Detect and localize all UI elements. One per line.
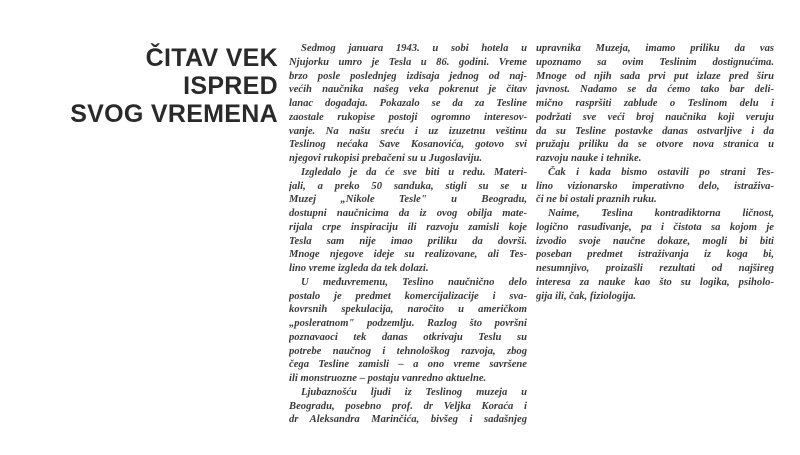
- text-line: kovrsnih spekulacija, naročito u američkom: [289, 304, 527, 316]
- text-line: poznavaoci tek danas otkrivaju Teslu su: [289, 331, 527, 343]
- text-line: upravnika Muzeja, imamo priliku da vas: [536, 43, 774, 54]
- paragraph: [536, 166, 774, 207]
- text-line: dostupni naučnicima da iz ovog obilja mate-: [289, 208, 527, 219]
- paragraph: [536, 42, 774, 166]
- text-line: vanje. Na našu sreću i uz izuzetnu veštinu: [289, 125, 527, 137]
- paragraph: [289, 42, 527, 166]
- text-line: Ljubaznošću ljudi iz Teslinog muzeja u: [301, 386, 527, 398]
- text-line: zaostale rukopise postoji ogromno interesov-: [289, 111, 527, 123]
- article-column-1: [289, 42, 527, 427]
- text-line: Njujorku umro je Tesla u 86. godini. Vreme: [289, 56, 527, 68]
- text-line: postalo je predmet komercijalizacije i sva-: [289, 290, 527, 302]
- headline-line: SVOG VREMENA: [70, 100, 278, 128]
- text-line: izvodio svoje naučne dokaze, mogli bi biti: [536, 235, 774, 247]
- paragraph: [289, 386, 527, 427]
- text-line: poseban predmet istraživanja iz koga bi,: [536, 249, 774, 261]
- article-column-2: [536, 42, 774, 303]
- text-line: Beogradu, posebno prof. dr Veljka Koraća i: [289, 400, 527, 412]
- text-line: logično rasuđivanje, pa i čistota sa kojom je: [536, 221, 774, 233]
- headline-line: ČITAV VEK: [145, 44, 278, 72]
- text-line: lanac događaja. Pokazalo se da za Tesline: [289, 98, 527, 109]
- text-line: potrebe naučnog i tehnološkog razvoja, zbog: [289, 345, 527, 357]
- text-line: rijala crpe inspiraciju ili razvoju zamisli koje: [289, 221, 527, 233]
- text-line: pružaju priliku da se otvore nova stranica u: [536, 139, 774, 151]
- text-line: javnost. Nadamo se da ćemo tako bar deli-: [536, 84, 774, 96]
- text-line: interesa za nauke kao što su logika, psiholo-: [536, 276, 774, 288]
- text-line: Mnoge od njih sada prvi put izlaze pred širu: [536, 70, 774, 82]
- text-line: Teslinog nećaka Save Kosanovića, gotovo svi: [289, 139, 527, 151]
- text-line: Naime, Teslina kontradiktorna ličnost,: [548, 208, 774, 219]
- paragraph: [536, 207, 774, 303]
- text-line: U međuvremenu, Teslino naučnično delo: [301, 276, 527, 288]
- text-line: nesumnjivo, proizašli rezultati od najšireg: [536, 263, 774, 274]
- text-line: Muzej „Nikole Tesle" u Beogradu,: [289, 194, 527, 206]
- text-line: upoznamo sa ovim Teslinim dostignućima.: [536, 56, 774, 68]
- text-line: podržati sve veći broj naučnika koji veruju: [536, 111, 774, 123]
- text-line: Tesla sam nije imao priliku da dovrši.: [289, 235, 527, 247]
- text-line: Čak i kada bismo ostavili po strani Tes-: [548, 166, 774, 178]
- text-line: njegovi rukopisi prebačeni su u Jugoslaviju.: [289, 153, 483, 164]
- text-line: jali, a preko 50 sanduka, stigli su se u: [289, 180, 527, 192]
- text-line: Sedmog januara 1943. u sobi hotela u: [301, 43, 527, 54]
- article-headline: [70, 44, 278, 128]
- text-line: „posleratnom" podzemlju. Razlog što površni: [289, 318, 527, 329]
- text-line: mično raspršiti zablude o Teslinom delu i: [536, 98, 774, 109]
- text-line: Mnoge njegove ideje su realizovane, ali Tes-: [289, 249, 527, 261]
- text-line: lino vreme izgleda da tek dolazi.: [289, 263, 429, 274]
- text-line: razvoju nauke i tehnike.: [536, 153, 642, 164]
- text-line: ili monstruozne – postaju vanredno aktuelne.: [289, 373, 487, 384]
- paragraph: [289, 276, 527, 386]
- headline-line: ISPRED: [183, 72, 278, 100]
- paragraph: [289, 166, 527, 276]
- text-line: brzo posle poslednjeg izdisaja jednog od naj-: [289, 70, 527, 82]
- text-line: čega Tesline zamisli – a ono vreme savršene: [289, 359, 527, 371]
- text-line: da su Tesline postavke danas ostvarljive i da: [536, 125, 774, 137]
- text-line: većih naučnika našeg veka pokrenut je čitav: [289, 84, 527, 96]
- text-line: Izgledalo je da će sve biti u redu. Materi-: [301, 166, 527, 178]
- text-line: či ne bi ostali praznih ruku.: [536, 194, 657, 206]
- text-line: lino vizionarsko imperativno delo, istraživa-: [536, 180, 774, 192]
- text-line: dr Aleksandra Marinčića, bivšeg i sadašnjeg: [289, 414, 527, 426]
- text-line: gija ili, čak, fiziologija.: [536, 290, 637, 302]
